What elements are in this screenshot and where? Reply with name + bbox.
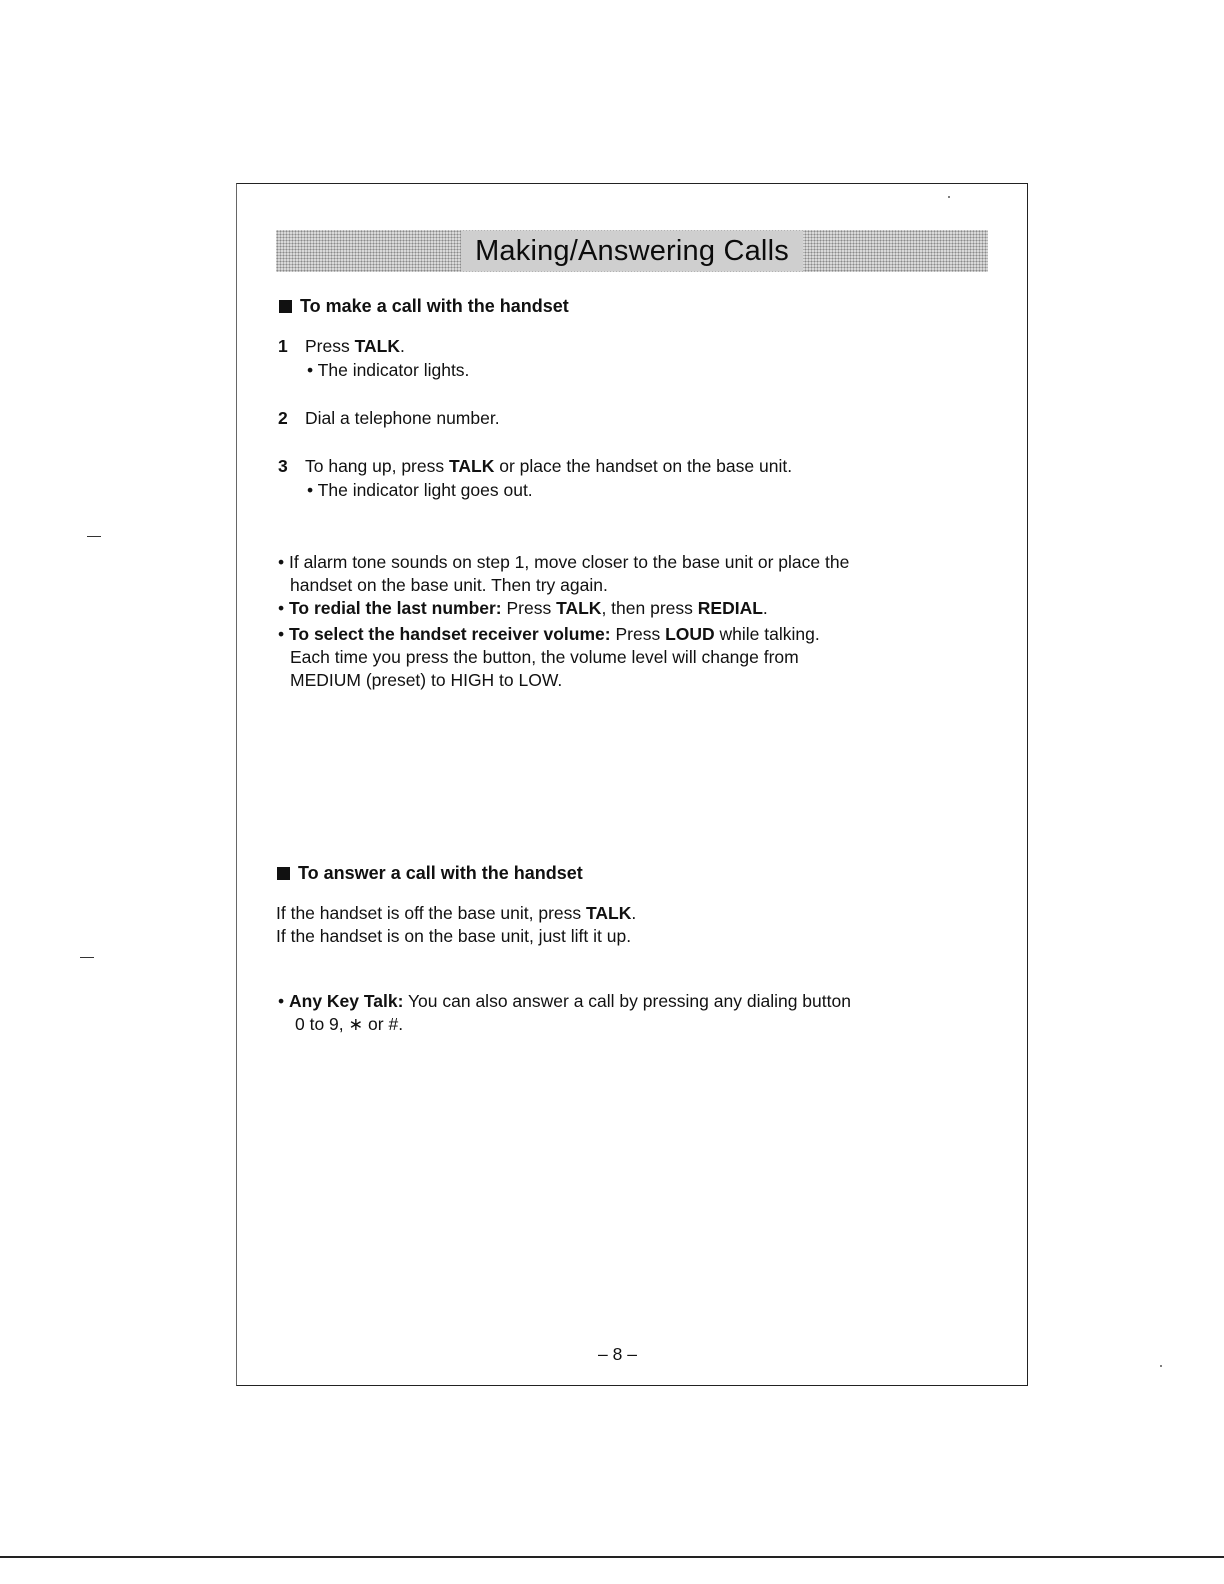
- title-banner: [276, 230, 988, 272]
- square-bullet-icon: [279, 300, 292, 313]
- step-number: 3: [278, 456, 288, 476]
- step-bullet: • The indicator light goes out.: [307, 480, 533, 500]
- note-volume-cont: Each time you press the button, the volume level will change from: [290, 647, 799, 667]
- note-volume: • To select the handset receiver volume: Press LOUD while talking.: [278, 624, 820, 644]
- step-number: 1: [278, 336, 288, 356]
- page-number: – 8 –: [598, 1344, 637, 1364]
- scan-dot: [1160, 1365, 1162, 1367]
- section-heading-answer-call: To answer a call with the handset: [277, 862, 583, 884]
- answer-line: If the handset is on the base unit, just lift it up.: [276, 926, 632, 946]
- step-text: Press TALK.: [305, 336, 405, 356]
- page-title: Making/Answering Calls: [461, 231, 803, 271]
- note-alarm: • If alarm tone sounds on step 1, move closer to the base unit or place the: [278, 552, 850, 572]
- step-text: Dial a telephone number.: [305, 408, 500, 428]
- step-text: To hang up, press TALK or place the handset on the base unit.: [305, 456, 793, 476]
- note-redial: • To redial the last number: Press TALK, then press REDIAL.: [278, 598, 768, 618]
- bottom-rule: [0, 1556, 1224, 1558]
- note-any-key-talk-cont: 0 to 9, ∗ or #.: [295, 1014, 404, 1034]
- note-any-key-talk: • Any Key Talk: You can also answer a call by pressing any dialing button: [278, 991, 851, 1011]
- note-volume-cont: MEDIUM (preset) to HIGH to LOW.: [290, 670, 563, 690]
- step-bullet: • The indicator lights.: [307, 360, 470, 380]
- answer-line: If the handset is off the base unit, press TALK.: [276, 903, 637, 923]
- note-alarm-cont: handset on the base unit. Then try again.: [290, 575, 608, 595]
- square-bullet-icon: [277, 867, 290, 880]
- section-heading-make-call: To make a call with the handset: [279, 295, 569, 317]
- scan-dot: [948, 196, 950, 198]
- step-number: 2: [278, 408, 288, 428]
- scan-mark: [80, 957, 94, 958]
- scan-mark: [87, 536, 101, 537]
